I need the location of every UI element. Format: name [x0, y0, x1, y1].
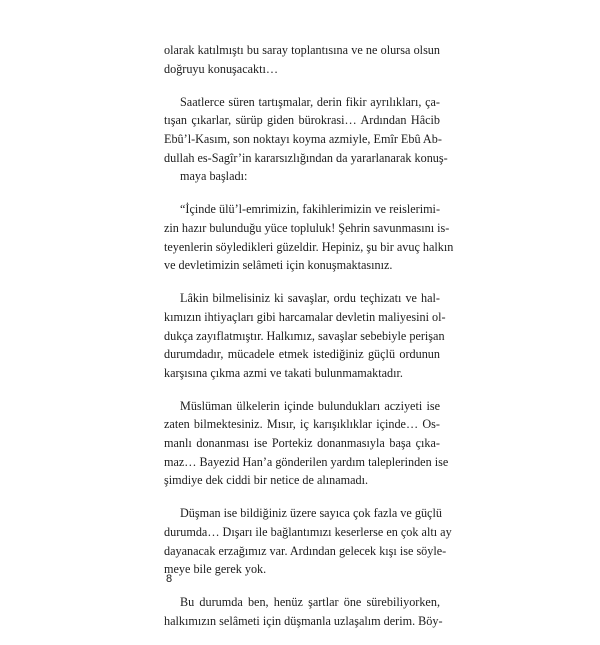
text-line: dayanacak erzağımız var. Ardından gelecek kışı ise söyle- [164, 543, 447, 558]
text-line: maz… Bayezid Han’a gönderilen yardım taleplerinden ise [164, 454, 449, 469]
text-line: dullah es-Sagîr’in kararsızlığından da yararlanarak konuş- [164, 150, 448, 165]
page-number: 8 [166, 573, 173, 585]
text-line: durumdadır, mücadele etmek istediğiniz güçlü ordunun [164, 347, 440, 362]
text-line: şimdiye dek ciddi bir netice de alınamadı. [164, 473, 369, 488]
text-line: manlı donanması ise Portekiz donanmasıyla başa çıka- [164, 436, 440, 451]
text-line: Saatlerce süren tartışmalar, derin fikir ayrılıkları, ça- [180, 94, 440, 109]
text-line: teyenlerin söyledikleri güzeldir. Hepiniz, şu bir avuç halkın [164, 239, 454, 254]
text-line: ve devletimizin selâmeti için konuşmaktasınız. [164, 258, 393, 273]
paragraph-1 [164, 41, 440, 78]
paragraph-7 [164, 593, 443, 630]
text-line: maya başladı: [180, 169, 248, 184]
paragraph-3 [164, 200, 454, 274]
text-line: Lâkin bilmelisiniz ki savaşlar, ordu teçhizatı ve hal- [180, 291, 440, 306]
paragraph-5 [164, 397, 449, 490]
text-line: Ebû’l-Kasım, son noktayı koyma azmiyle, Emîr Ebû Ab- [164, 131, 442, 146]
body-text [164, 41, 454, 645]
text-line: doğruyu konuşacaktı… [164, 61, 279, 76]
text-line: durumda… Dışarı ile bağlantımızı keserlerse en çok altı ay [164, 525, 452, 540]
text-line: “İçinde ülü’l-emrimizin, fakihlerimizin ve reislerimi- [180, 202, 440, 217]
paragraph-4 [164, 289, 446, 382]
text-line: zin hazır bulunduğu yüce topluluk! Şehrin savunmasını is- [164, 220, 450, 235]
text-line: karşısına çıkma azmi ve takati bulunmamaktadır. [164, 365, 403, 380]
text-line: Düşman ise bildiğiniz üzere sayıca çok fazla ve güçlü [180, 506, 442, 521]
text-line: Bu durumda ben, henüz şartlar öne sürebiliyorken, [180, 595, 440, 610]
text-line: tışan çıkarlar, sürüp giden bürokrasi… Ardından Hâcib [164, 113, 440, 128]
text-line: dukça zayıflatmıştır. Halkımız, savaşlar sebebiyle perişan [164, 328, 445, 343]
text-line: Müslüman ülkelerin içinde bulundukları acziyeti ise [180, 398, 440, 413]
text-line: kımızın ihtiyaçları gibi harcamalar devletin maliyesini ol- [164, 309, 446, 324]
text-line: zaten bilmektesiniz. Mısır, iç karışıklıklar içinde… Os- [164, 417, 440, 432]
paragraph-6 [164, 504, 452, 578]
text-line: olarak katılmıştı bu saray toplantısına ve ne olursa olsun [164, 43, 440, 57]
paragraph-2 [164, 93, 448, 186]
text-line: meye bile gerek yok. [164, 562, 267, 577]
text-line: halkımızın selâmeti için düşmanla uzlaşalım derim. Böy- [164, 614, 443, 628]
